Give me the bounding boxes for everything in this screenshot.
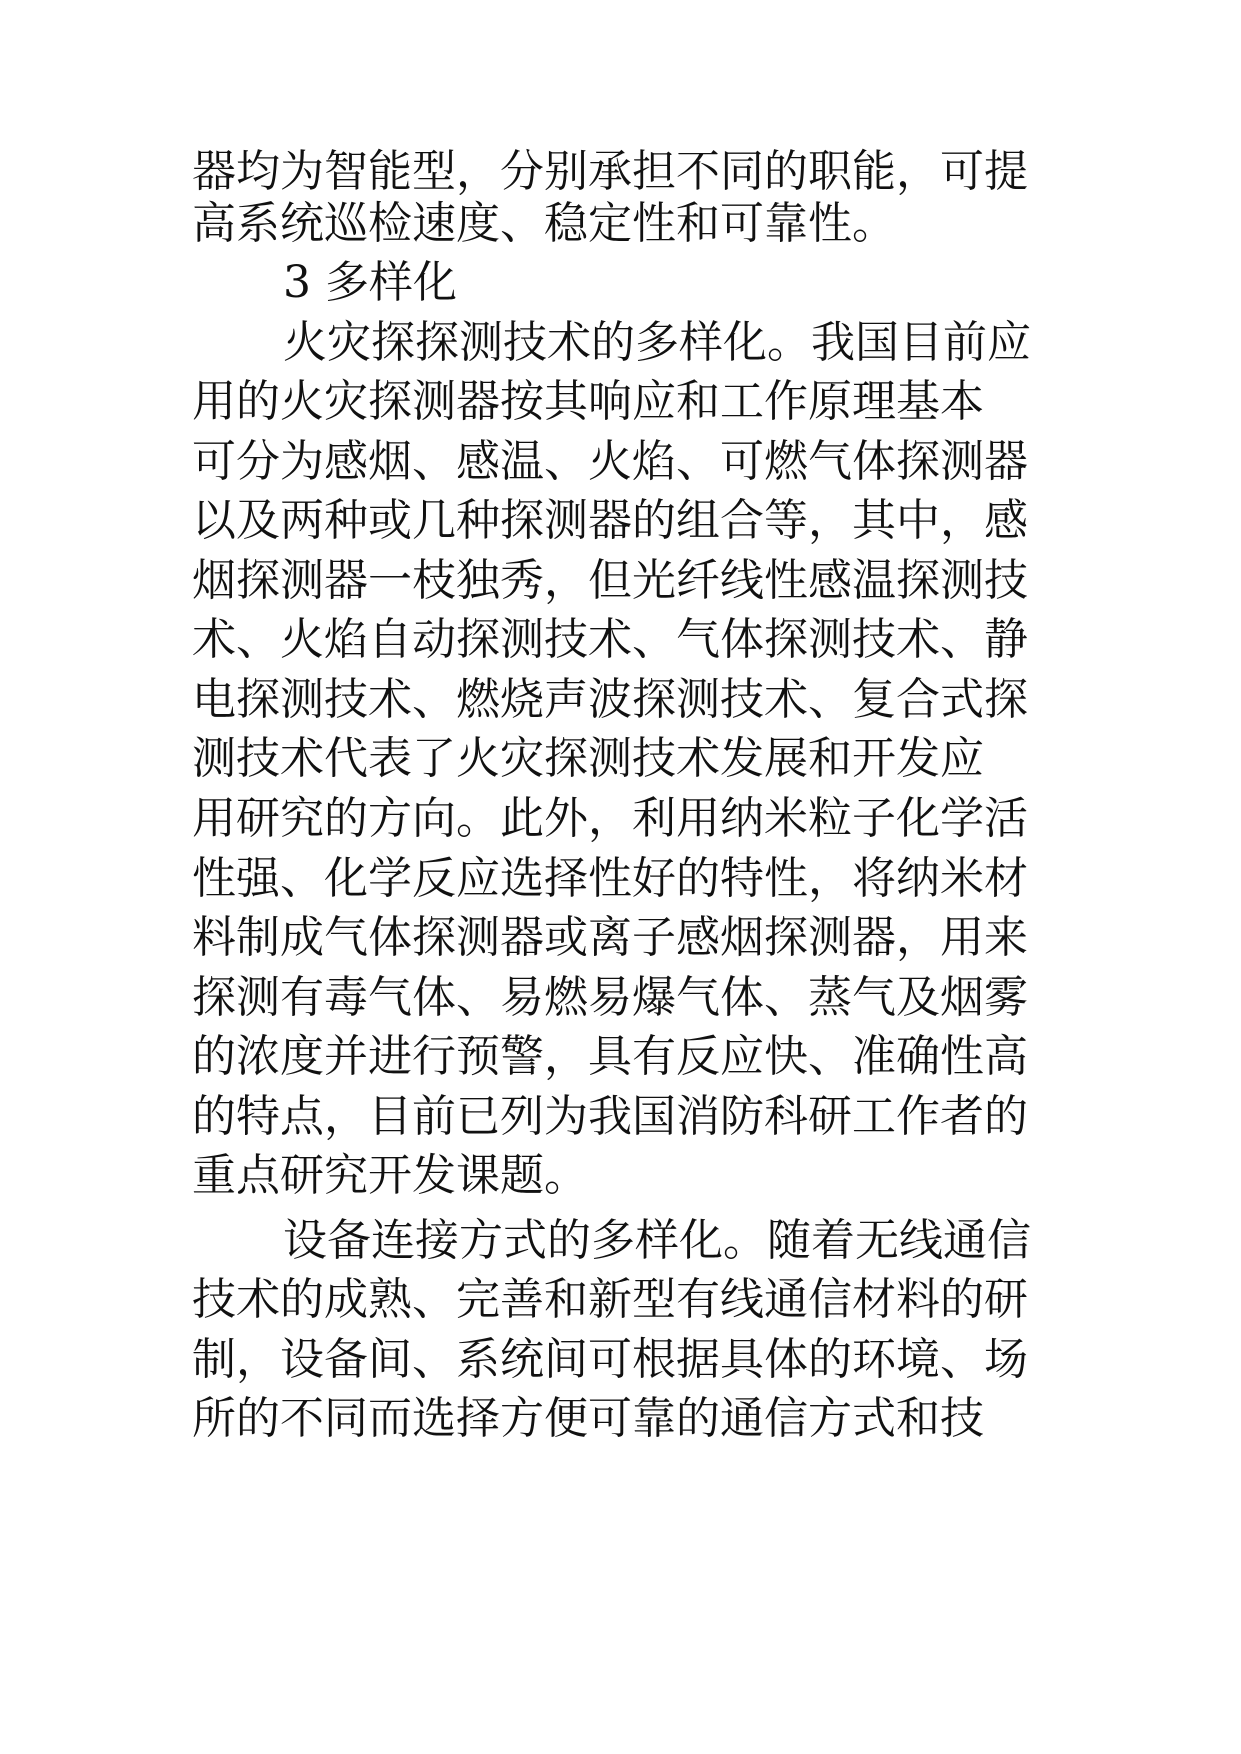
text-line: 用研究的方向。此外，利用纳米粒子化学活 <box>192 793 1028 844</box>
text-line: 器均为智能型，分别承担不同的职能，可提 <box>192 146 1028 197</box>
section-heading: 3 多样化 <box>283 257 457 308</box>
text-line: 可分为感烟、感温、火焰、可燃气体探测器 <box>192 436 1028 487</box>
text-line: 性强、化学反应选择性好的特性，将纳米材 <box>192 853 1028 904</box>
text-line: 电探测技术、燃烧声波探测技术、复合式探 <box>192 674 1028 725</box>
text-line: 制，设备间、系统间可根据具体的环境、场 <box>192 1334 1028 1385</box>
text-line: 所的不同而选择方便可靠的通信方式和技 <box>192 1393 984 1444</box>
text-line: 的特点，目前已列为我国消防科研工作者的 <box>192 1091 1028 1142</box>
text-line: 以及两种或几种探测器的组合等，其中，感 <box>192 495 1028 546</box>
text-line: 测技术代表了火灾探测技术发展和开发应 <box>192 733 984 784</box>
text-line: 烟探测器一枝独秀，但光纤线性感温探测技 <box>192 555 1028 606</box>
text-line: 设备连接方式的多样化。随着无线通信 <box>283 1215 1031 1266</box>
text-line: 用的火灾探测器按其响应和工作原理基本 <box>192 376 984 427</box>
text-line: 技术的成熟、完善和新型有线通信材料的研 <box>192 1274 1028 1325</box>
text-line: 高系统巡检速度、稳定性和可靠性。 <box>192 198 896 249</box>
text-line: 探测有毒气体、易燃易爆气体、蒸气及烟雾 <box>192 972 1028 1023</box>
text-line: 料制成气体探测器或离子感烟探测器，用来 <box>192 912 1028 963</box>
text-line: 术、火焰自动探测技术、气体探测技术、静 <box>192 614 1028 665</box>
text-line: 重点研究开发课题。 <box>192 1150 588 1201</box>
text-line: 火灾探探测技术的多样化。我国目前应 <box>283 317 1031 368</box>
text-line: 的浓度并进行预警，具有反应快、准确性高 <box>192 1031 1028 1082</box>
